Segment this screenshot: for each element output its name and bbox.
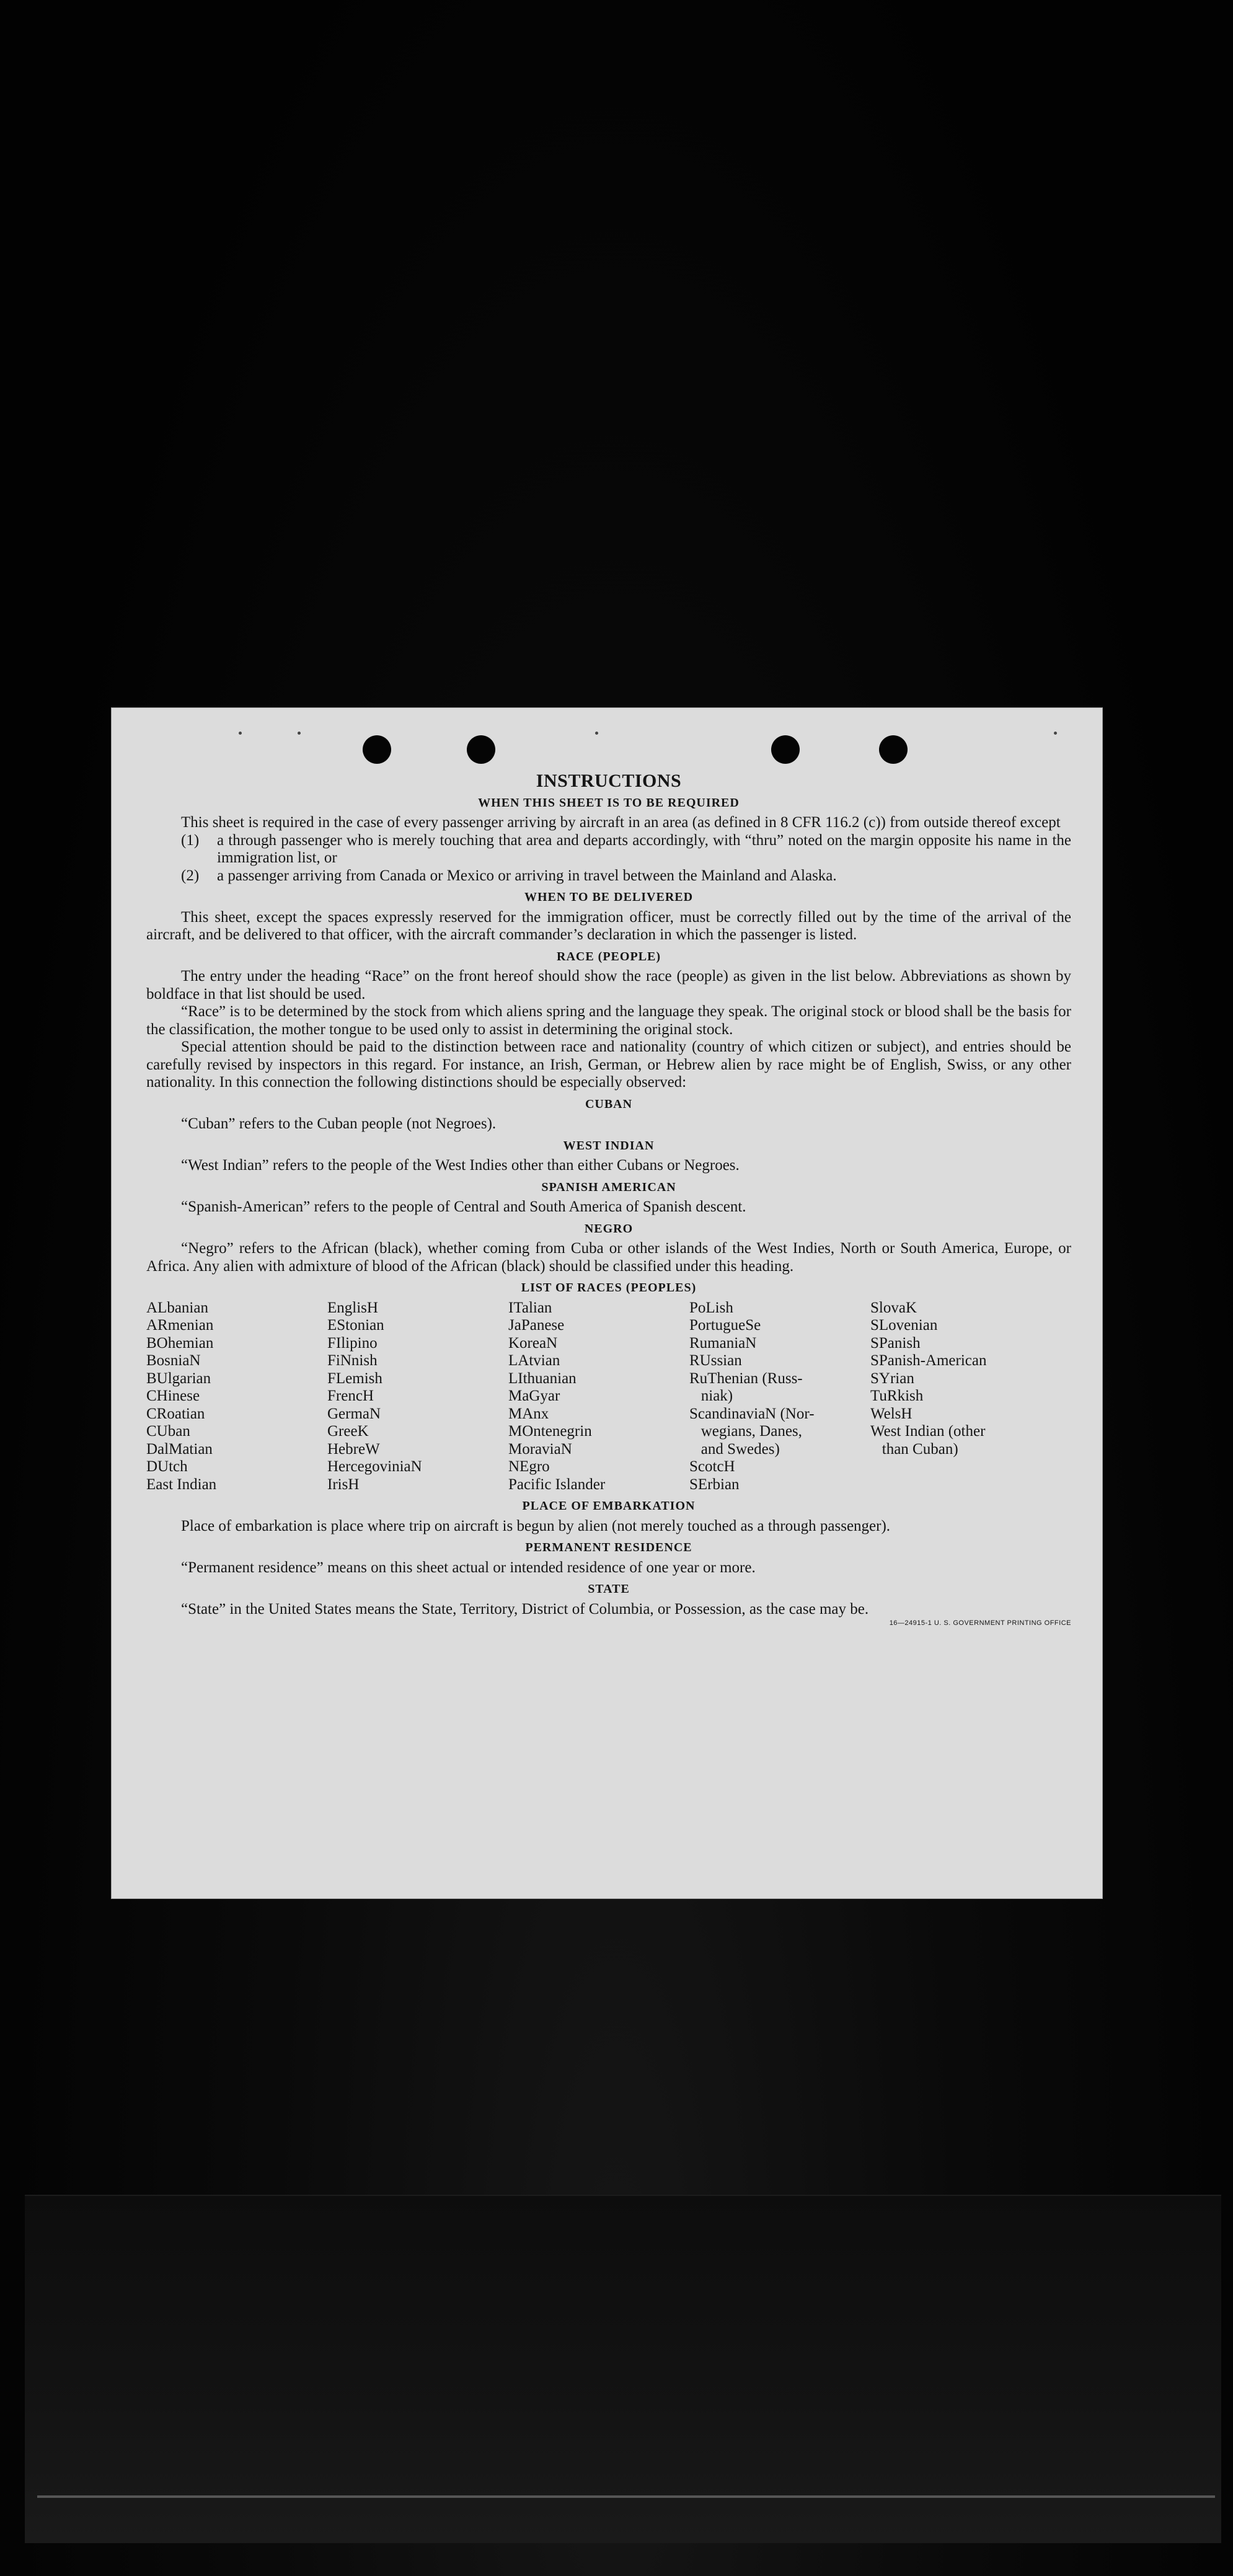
race-entry: EnglisH [327,1299,378,1316]
race-entry: East Indian [146,1476,217,1493]
race-entry: SLovenian [870,1317,938,1334]
race-entry: WelsH [870,1405,913,1422]
scanner-bed [25,2195,1221,2543]
race-entry: niak) [689,1388,733,1404]
heading-embarkation: PLACE OF EMBARKATION [522,1499,696,1513]
spanish-american-text: “Spanish-American” refers to the people of Central and South America of Spanish descent. [181,1198,746,1215]
heading-west-indian: WEST INDIAN [563,1138,655,1153]
race-entry: MOntenegrin [508,1423,592,1440]
heading-cuban: CUBAN [585,1097,633,1111]
races-column [689,1299,870,1494]
punch-mark [239,732,242,735]
race-paragraph-3: Special attention should be paid to the distinction between race and nationality (country of which citizen or subject), and entries should be carefully revised by inspectors in this regard. For instance, an Irish, German, or Hebrew alien by race might be of English, Swiss, or any other nationality. In this connection the following distinctions should be especially observed: [146,1038,1071,1091]
race-entry: SErbian [689,1476,740,1493]
races-column [508,1299,689,1494]
heading-when-delivered: WHEN TO BE DELIVERED [524,890,694,904]
race-entry: MAnx [508,1405,549,1422]
race-entry: NEgro [508,1458,550,1475]
race-entry: ARmenian [146,1317,214,1334]
race-entry: BOhemian [146,1334,214,1352]
race-entry: SlovaK [870,1299,917,1316]
races-column [327,1299,508,1494]
race-paragraph-1: The entry under the heading “Race” on the front hereof should show the race (people) as given in the list below. Abbreviations as shown by boldface in that list should be used. [146,968,1071,1003]
race-entry: JaPanese [508,1317,565,1334]
race-paragraph-2: “Race” is to be determined by the stock from which aliens spring and the language they speak. The original stock or blood shall be the basis for the classification, the mother tongue to be used only to assist in determining the original stock. [146,1003,1071,1038]
race-entry: RuThenian (Russ- [689,1370,803,1387]
state-text: “State” in the United States means the State, Territory, District of Columbia, or Possession, as the case may be. [181,1600,869,1618]
instructions-body [146,772,1071,1632]
race-entry: ALbanian [146,1299,208,1316]
race-entry: DUtch [146,1458,188,1475]
race-entry: PoLish [689,1299,733,1316]
race-entry: FiNnish [327,1352,378,1369]
race-entry: West Indian (other [870,1423,986,1440]
race-entry: EStonian [327,1317,384,1334]
when-delivered-text: This sheet, except the spaces expressly reserved for the immigration officer, must be correctly filled out by the time of the arrival of the aircraft, and be delivered to that officer, with the aircraft commander’s declaration in which the passenger is listed. [146,908,1071,943]
race-entry: LAtvian [508,1352,560,1369]
race-entry: IrisH [327,1476,360,1493]
punch-mark [595,732,598,735]
race-entry: SPanish-American [870,1352,987,1369]
heading-state: STATE [588,1582,630,1596]
race-entry: ScotcH [689,1458,735,1475]
cuban-text: “Cuban” refers to the Cuban people (not Negroes). [181,1115,497,1132]
exception-item: (2) a passenger arriving from Canada or Mexico or arriving in travel between the Mainland and Alaska. [181,867,837,884]
race-entry: RumaniaN [689,1334,757,1352]
race-entry: CRoatian [146,1405,205,1422]
embarkation-text: Place of embarkation is place where trip on aircraft is begun by alien (not merely touched as a through passenger). [181,1517,891,1534]
exception-item: (1) a through passenger who is merely touching that area and departs accordingly, with “thru” noted on the margin opposite his name in the immigration list, or [181,831,1071,866]
race-entry: BUlgarian [146,1370,211,1387]
races-column [146,1299,327,1494]
race-entry: DalMatian [146,1440,213,1458]
race-entry: than Cuban) [870,1440,958,1458]
when-required-intro: This sheet is required in the case of every passenger arriving by aircraft in an area (as defined in 8 CFR 116.2 (c)) from outside thereof except [181,814,1061,831]
binder-hole [771,735,800,764]
race-entry: TuRkish [870,1388,924,1404]
residence-text: “Permanent residence” means on this sheet actual or intended residence of one year or more. [181,1559,756,1576]
west-indian-text: “West Indian” refers to the people of the West Indies other than either Cubans or Negroes. [181,1157,740,1174]
binder-hole [467,735,495,764]
race-entry: KoreaN [508,1334,558,1352]
race-entry: MoraviaN [508,1440,572,1458]
negro-text: “Negro” refers to the African (black), whether coming from Cuba or other islands of the West Indies, North or South America, Europe, or Africa. Any alien with admixture of blood of the African (black) should be classified under this heading. [146,1240,1071,1275]
binder-hole [879,735,908,764]
punch-mark [298,732,301,735]
race-entry: CUban [146,1423,190,1440]
punch-mark [1054,732,1057,735]
race-entry: wegians, Danes, [689,1423,802,1440]
page-title: INSTRUCTIONS [536,771,682,791]
race-entry: PortugueSe [689,1317,761,1334]
races-column [870,1299,1056,1494]
race-entry: FrencH [327,1388,374,1404]
scanner-edge-line [37,2495,1215,2498]
race-entry: HebreW [327,1440,380,1458]
race-entry: HercegoviniaN [327,1458,422,1475]
race-entry: GreeK [327,1423,369,1440]
race-entry: and Swedes) [689,1440,780,1458]
heading-list-of-races: LIST OF RACES (PEOPLES) [521,1281,697,1295]
race-entry: ITalian [508,1299,552,1316]
races-list [146,1299,1071,1494]
race-entry: FLemish [327,1370,382,1387]
race-entry: BosniaN [146,1352,201,1369]
printer-footer: 16—24915-1 U. S. GOVERNMENT PRINTING OFFICE [889,1619,1071,1627]
race-entry: LIthuanian [508,1370,577,1387]
race-entry: ScandinaviaN (Nor- [689,1405,815,1422]
race-entry: MaGyar [508,1388,560,1404]
heading-negro: NEGRO [584,1221,634,1236]
race-entry: SPanish [870,1334,921,1352]
heading-race: RACE (PEOPLE) [557,949,661,963]
binder-hole [363,735,391,764]
race-entry: FIlipino [327,1334,378,1352]
heading-permanent-residence: PERMANENT RESIDENCE [525,1541,692,1554]
race-entry: SYrian [870,1370,914,1387]
race-entry: Pacific Islander [508,1476,606,1493]
heading-spanish-american: SPANISH AMERICAN [541,1180,676,1194]
race-entry: RUssian [689,1352,742,1369]
race-entry: GermaN [327,1405,381,1422]
heading-when-required: WHEN THIS SHEET IS TO BE REQUIRED [478,795,740,810]
race-entry: CHinese [146,1388,200,1404]
instruction-sheet [112,708,1102,1898]
